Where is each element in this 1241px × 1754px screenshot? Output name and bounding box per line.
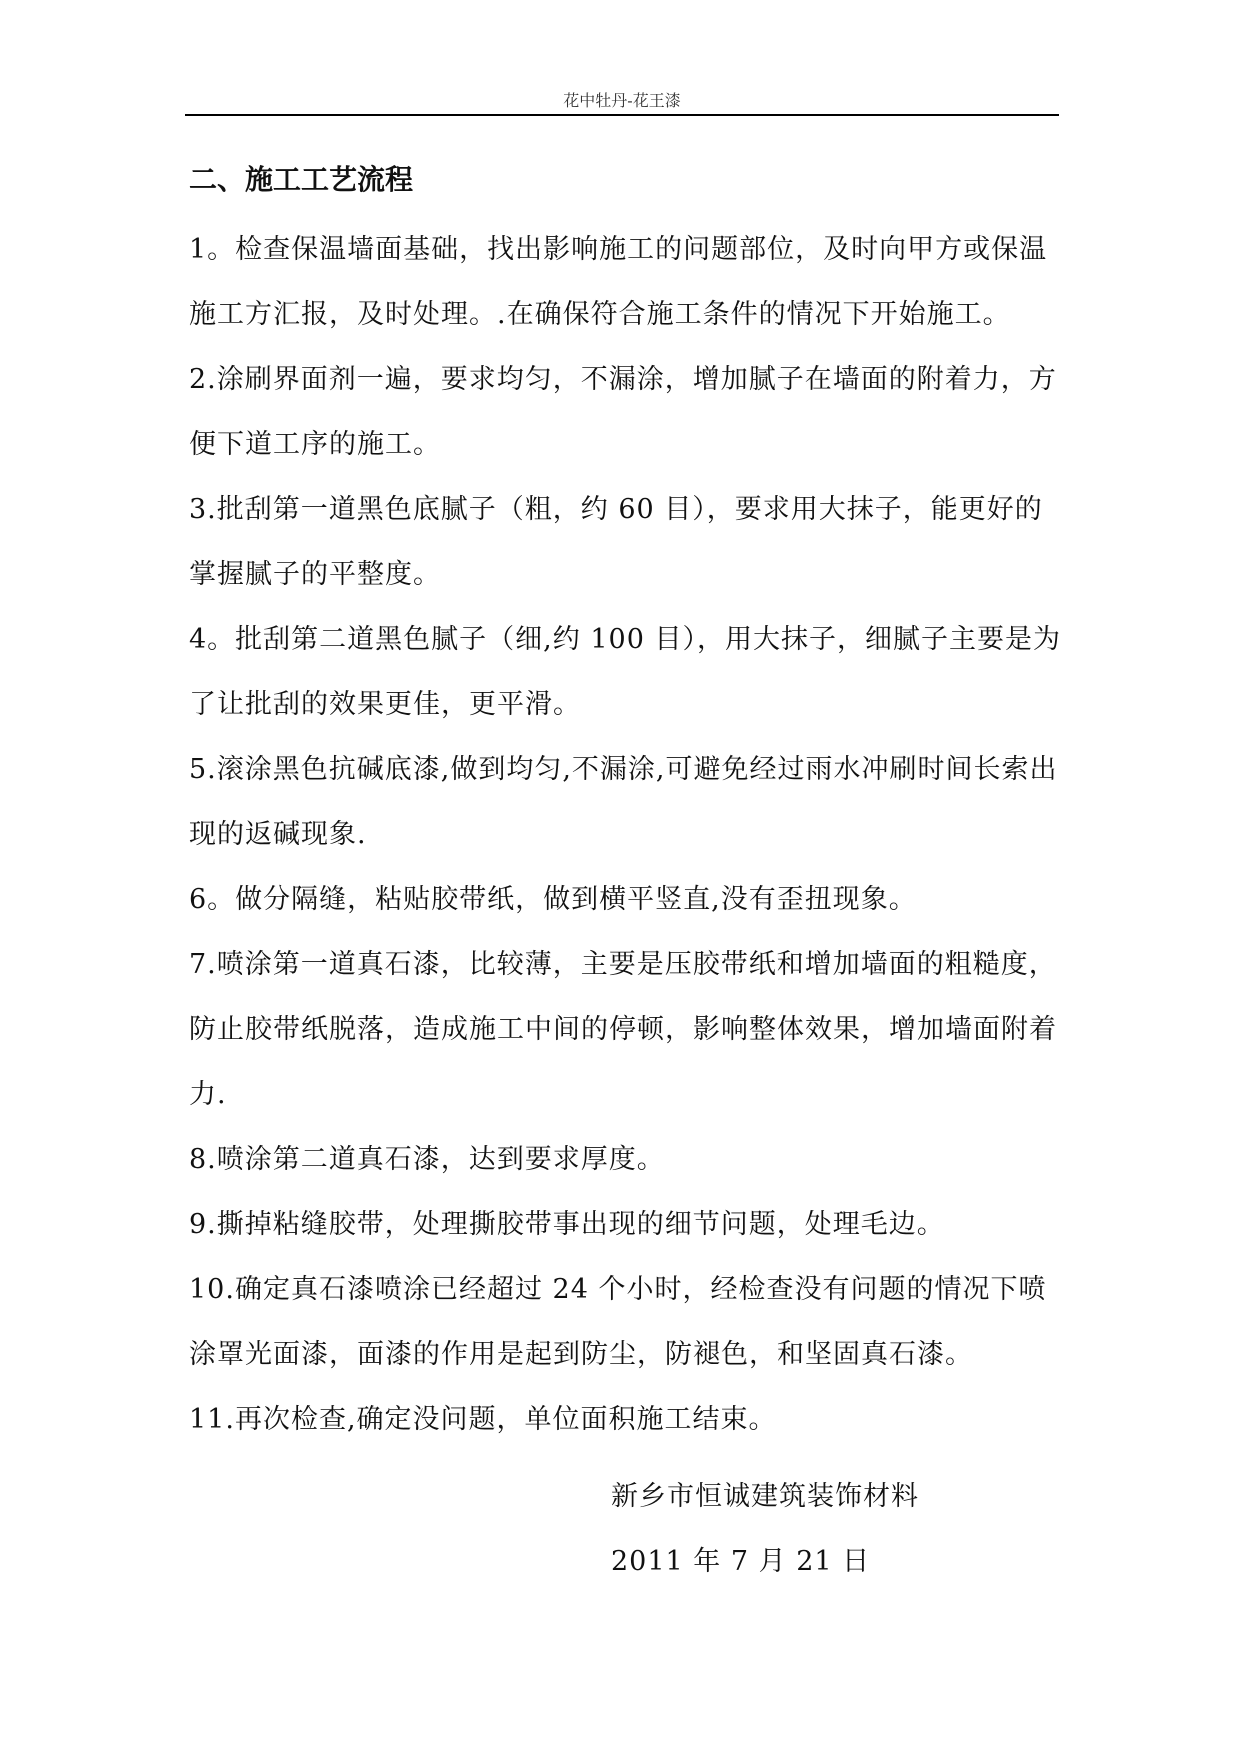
step-paragraph-11: 11.再次检查,确定没问题，单位面积施工结束。	[189, 1404, 777, 1435]
step-paragraph-8: 8.喷涂第二道真石漆，达到要求厚度。	[189, 1144, 665, 1175]
step-paragraph-5: 5.滚涂黑色抗碱底漆,做到均匀,不漏涂,可避免经过雨水冲刷时间长索出现的返碱现象.	[189, 754, 1058, 850]
step-paragraph-1: 1。检查保温墙面基础，找出影响施工的问题部位，及时向甲方或保温施工方汇报，及时处理。.在确保符合施工条件的情况下开始施工。	[189, 234, 1048, 330]
step-paragraph-10: 10.确定真石漆喷涂已经超过 24 个小时，经检查没有问题的情况下喷涂罩光面漆，面漆的作用是起到防尘，防褪色，和坚固真石漆。	[189, 1274, 1047, 1370]
step-paragraph-3: 3.批刮第一道黑色底腻子（粗，约 60 目），要求用大抹子，能更好的掌握腻子的平整度。	[189, 494, 1043, 590]
step-paragraph-2: 2.涂刷界面剂一遍，要求均匀，不漏涂，增加腻子在墙面的附着力，方便下道工序的施工。	[189, 364, 1057, 460]
signature-block	[611, 1464, 919, 1594]
running-header: 花中牡丹-花王漆	[563, 91, 681, 110]
document-body	[189, 158, 1069, 1452]
step-paragraph-9: 9.撕掉粘缝胶带，处理撕胶带事出现的细节问题，处理毛边。	[189, 1209, 945, 1240]
signature-company: 新乡市恒诚建筑装饰材料	[611, 1481, 919, 1512]
header-divider	[185, 114, 1059, 116]
step-paragraph-4: 4。批刮第二道黑色腻子（细,约 100 目），用大抹子，细腻子主要是为了让批刮的效果更佳，更平滑。	[189, 624, 1061, 720]
step-paragraph-6: 6。做分隔缝，粘贴胶带纸，做到横平竖直,没有歪扭现象。	[189, 884, 917, 915]
step-paragraph-7: 7.喷涂第一道真石漆，比较薄，主要是压胶带纸和增加墙面的粗糙度，防止胶带纸脱落，造成施工中间的停顿，影响整体效果，增加墙面附着力.	[189, 949, 1057, 1110]
signature-date: 2011 年 7 月 21 日	[611, 1546, 871, 1577]
section-title: 二、施工工艺流程	[189, 163, 414, 196]
